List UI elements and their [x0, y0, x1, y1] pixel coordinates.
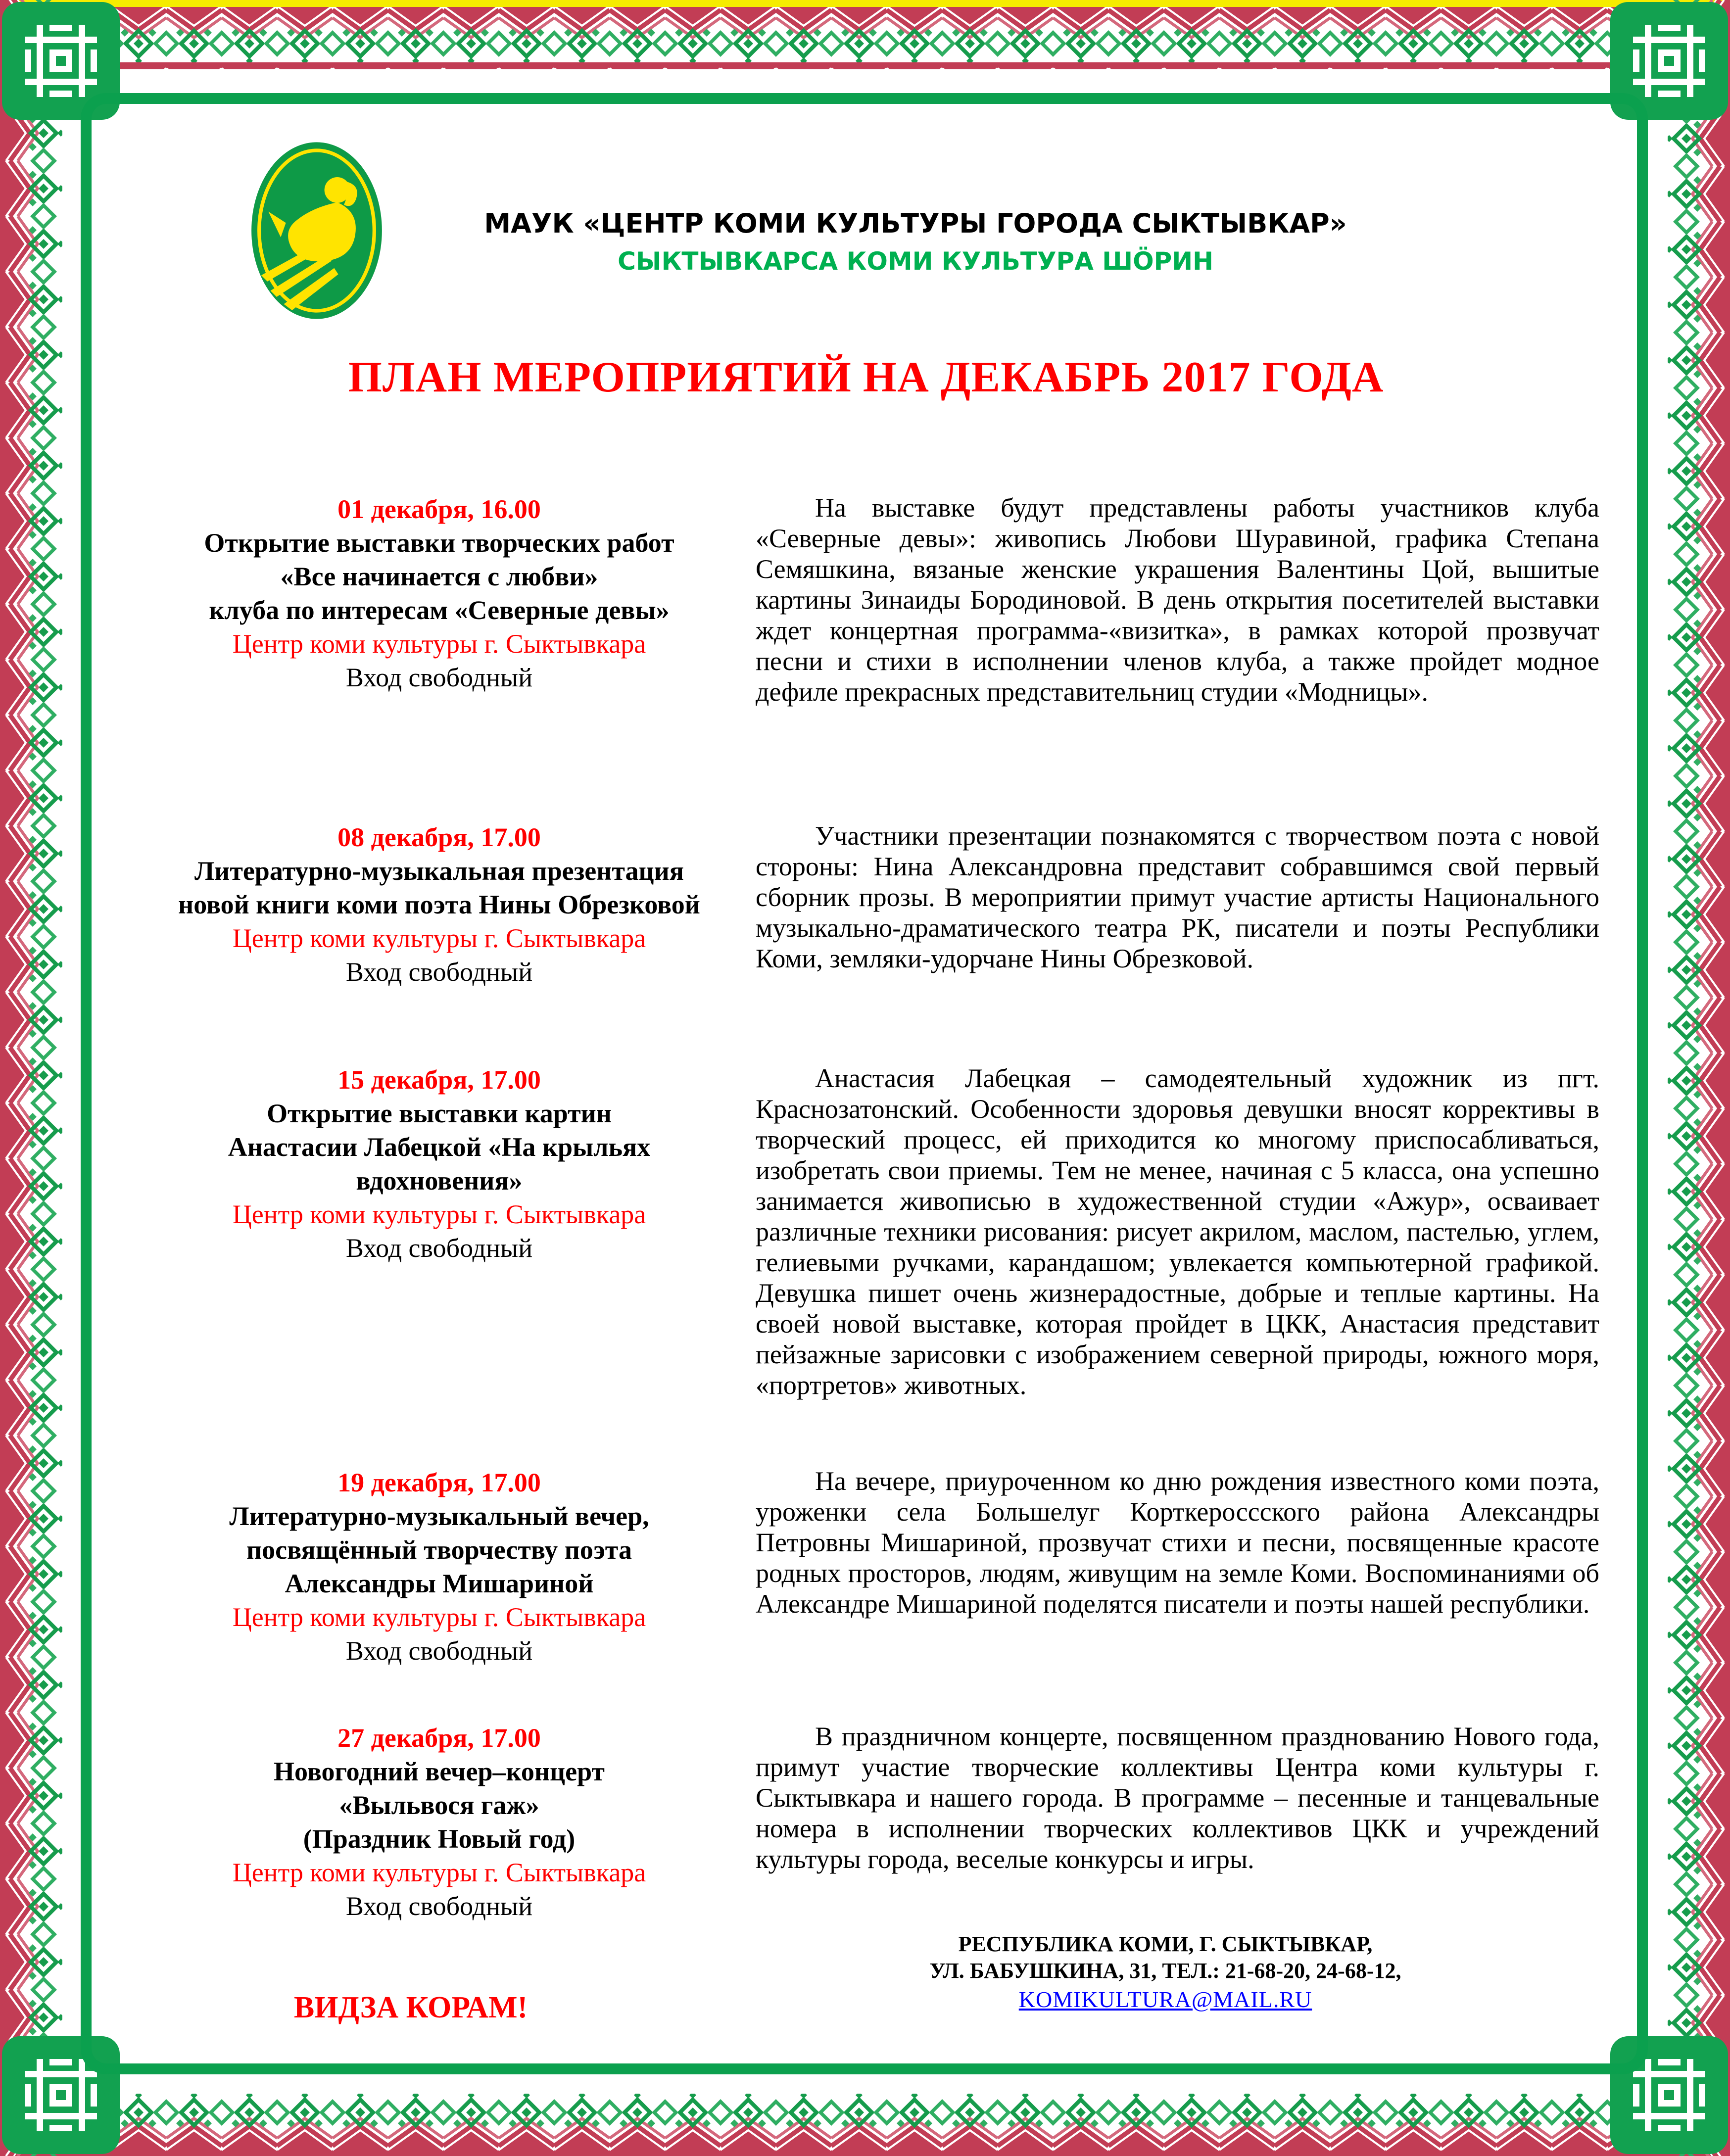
event-title-line: новой книги коми поэта Нины Обрезковой: [178, 890, 700, 919]
event-info: [163, 1721, 715, 1923]
address-line: УЛ. БАБУШКИНА, 31, ТЕЛ.: 21-68-20, 24-68-12,: [929, 1959, 1401, 1983]
ornament-border-top: [0, 7, 1730, 69]
event-description: На выставке будут представлены работы участников клуба «Северные девы»: живопись Любови Шуравиной, графика Степана Семяшкина, вязаные женские украшения Валентины Цой, вышитые картины Зинаиды Бородиновой. В день открытия посетителей выставки ждет концертная программа-«визитка», в рамках которой прозвучат песни и стихи в исполнении членов клуба, а также пройдет модное дефиле прекрасных представительниц студии «Модницы».: [756, 493, 1599, 707]
event-venue: Центр коми культуры г. Сыктывкара: [232, 1602, 646, 1632]
event-info: [163, 1063, 715, 1265]
event-description-block: [756, 1063, 1599, 1400]
event-row: [163, 820, 1640, 989]
event-description-block: [756, 492, 1599, 707]
event-description: Анастасия Лабецкая – самодеятельный художник из пгт. Краснозатонский. Особенности здоровья девушки вносят коррективы в творческий процесс, ей приходится ко многому приспосабливаться, изобретать свои приемы. Тем не менее, начиная с 5 класса, она успешно занимается живописью в художественной студии «Ажур», осваивает различные техники рисования: рисует акрилом, маслом, пастелью, углем, гелиевыми ручками, карандашом; увлекается компьютерной графикой. Девушка пишет очень жизнерадостные, добрые и теплые картины. На своей новой выставке, которая пройдет в ЦКК, Анастасия представит пейзажные зарисовки с изображением северной природы, южного моря, «портретов» животных.: [756, 1063, 1599, 1400]
event-row: [163, 1466, 1640, 1668]
event-title-line: Новогодний вечер–концерт: [274, 1757, 605, 1786]
event-title-line: «Выльвося гаж»: [339, 1790, 539, 1820]
address-line: РЕСПУБЛИКА КОМИ, Г. СЫКТЫВКАР,: [958, 1932, 1373, 1956]
event-title-line: вдохновения»: [356, 1166, 523, 1196]
event-title-line: Анастасии Лабецкой «На крыльях: [228, 1132, 651, 1162]
event-title-line: (Праздник Новый год): [303, 1824, 576, 1854]
event-info: [163, 1466, 715, 1668]
contact-block: [747, 1931, 1584, 2013]
event-admission: Вход свободный: [345, 663, 533, 692]
event-description: На вечере, приуроченном ко дню рождения известного коми поэта, уроженки села Большелуг Корткероссского района Александры Петровны Мишариной, прозвучат стихи и песни, посвященные красоте родных просторов, людям, живущим на земле Коми. Воспоминаниями об Александре Мишариной поделятся писатели и поэты нашей республики.: [756, 1466, 1599, 1619]
event-admission: Вход свободный: [345, 1891, 533, 1921]
event-info: [163, 492, 715, 694]
event-title-line: Литературно-музыкальный вечер,: [229, 1501, 649, 1531]
event-date: 01 декабря, 16.00: [337, 494, 541, 524]
event-title-line: Открытие выставки картин: [267, 1099, 612, 1128]
event-title-line: «Все начинается с любви»: [280, 562, 598, 591]
ornament-border-bottom: [0, 2094, 1730, 2156]
event-date: 19 декабря, 17.00: [337, 1468, 541, 1497]
event-row: [163, 1063, 1640, 1400]
farewell-text: ВИДЗА КОРАМ!: [293, 1991, 528, 2024]
page-title: ПЛАН МЕРОПРИЯТИЙ НА ДЕКАБРЬ 2017 ГОДА: [348, 353, 1384, 401]
event-title-line: Александры Мишариной: [285, 1569, 594, 1598]
event-date: 15 декабря, 17.00: [337, 1065, 541, 1095]
event-description-block: [756, 1466, 1599, 1619]
top-yellow-strip: [0, 0, 1730, 7]
ornament-border-left: [0, 0, 62, 2156]
event-date: 08 декабря, 17.00: [337, 822, 541, 852]
event-admission: Вход свободный: [345, 1636, 533, 1666]
event-venue: Центр коми культуры г. Сыктывкара: [232, 1858, 646, 1887]
email-link[interactable]: KOMIKULTURA@MAIL.RU: [1018, 1987, 1312, 2012]
event-row: [163, 1721, 1640, 1923]
ornament-border-right: [1668, 0, 1730, 2156]
event-description-block: [756, 820, 1599, 974]
event-admission: Вход свободный: [345, 957, 533, 987]
org-name-komi: СЫКТЫВКАРСА КОМИ КУЛЬТУРА ШӦРИН: [618, 247, 1213, 276]
event-title-line: клуба по интересам «Северные девы»: [209, 595, 670, 625]
event-row: [163, 492, 1640, 707]
event-title-line: Открытие выставки творческих работ: [204, 528, 674, 558]
event-description-block: [756, 1721, 1599, 1874]
header: [346, 202, 1485, 277]
event-description: В праздничном концерте, посвященном празднованию Нового года, примут участие творческие коллективы Центра коми культуры г. Сыктывкара и нашего города. В программе – песенные и танцевальные номера в исполнении творческих коллективов ЦКК и учреждений культуры города, веселые конкурсы и игры.: [756, 1722, 1599, 1874]
event-venue: Центр коми культуры г. Сыктывкара: [232, 629, 646, 659]
event-admission: Вход свободный: [345, 1233, 533, 1263]
event-venue: Центр коми культуры г. Сыктывкара: [232, 923, 646, 953]
event-info: [163, 820, 715, 989]
event-title-line: посвящённый творчеству поэта: [246, 1535, 632, 1565]
event-venue: Центр коми культуры г. Сыктывкара: [232, 1199, 646, 1229]
org-name-russian: МАУК «ЦЕНТР КОМИ КУЛЬТУРЫ ГОРОДА СЫКТЫВКАР»: [484, 208, 1347, 239]
event-title-line: Литературно-музыкальная презентация: [194, 856, 684, 886]
event-description: Участники презентации познакомятся с творчеством поэта с новой стороны: Нина Александровна представит собравшимся свой первый сборник прозы. В мероприятии примут участие артисты Национального музыкально-драматического театра РК, писатели и поэты Республики Коми, земляки-удорчане Нины Обрезковой.: [756, 821, 1599, 973]
event-date: 27 декабря, 17.00: [337, 1723, 541, 1753]
